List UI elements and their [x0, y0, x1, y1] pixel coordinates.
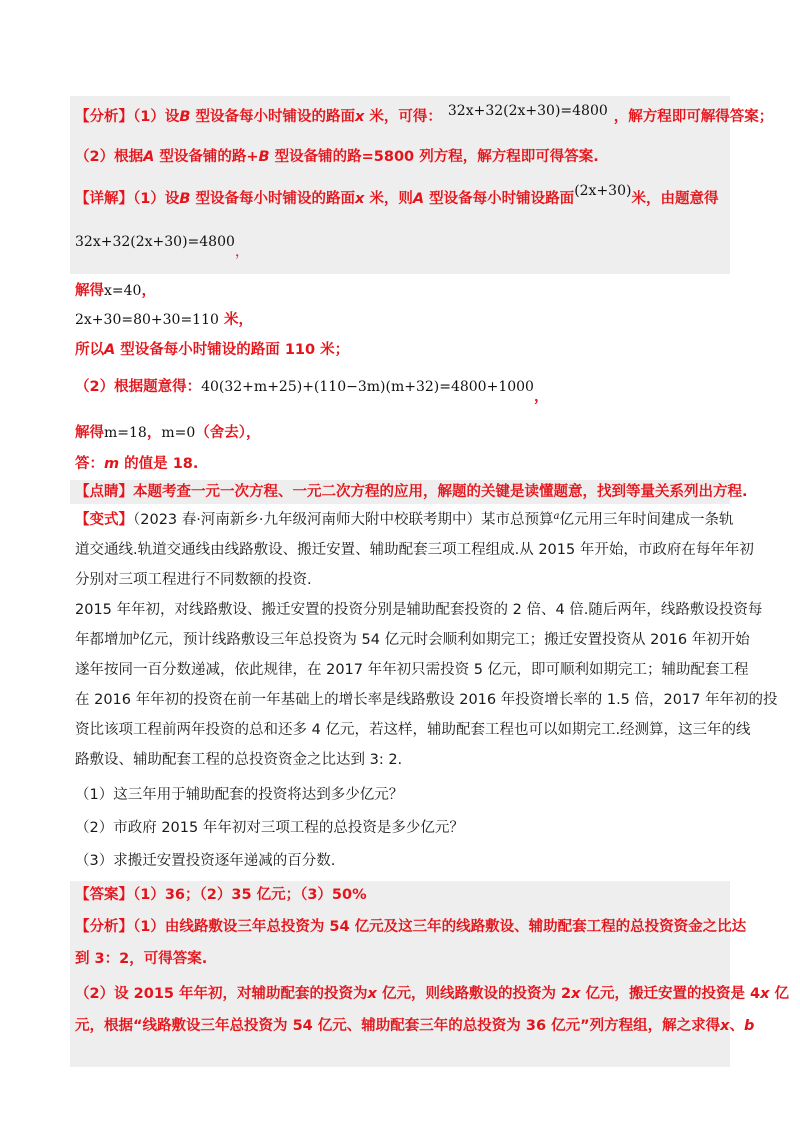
variant-line-7: 在 2016 年年初的投资在前一年基础上的增长率是线路敷设 2016 年投资增长率的 1.5 倍，2017 年年初的投	[75, 692, 778, 708]
detail-calc: 2x+30=80+30=110 米，	[75, 312, 253, 328]
variant-tag: 【变式】	[75, 512, 133, 528]
review-line: 【点睛】本题考查一元一次方程、一元二次方程的应用，解题的关键是读懂题意，找到等量关系列出方程.	[75, 484, 748, 500]
answer-statement: 答：m 的值是 18.	[75, 456, 199, 472]
detail-solve-1: 解得x=40，	[75, 283, 156, 299]
detail-solve-2: 解得m=18，m=0（舍去），	[75, 425, 261, 441]
question-2: （2）市政府 2015 年年初对三项工程的总投资是多少亿元？	[75, 820, 464, 836]
variant-line-1: 【变式】（2023 春·河南新乡·九年级河南师大附中校联考期中）某市总预算$^a$亿元用三年时间建成一条轨	[75, 511, 734, 528]
question-1: （1）这三年用于辅助配套的投资将达到多少亿元？	[75, 787, 404, 803]
question-3: （3）求搬迁安置投资逐年递减的百分数.	[75, 853, 336, 869]
analysis-tag: 【分析】	[75, 109, 133, 125]
equation-32x: 32x+32(2x+30)=4800	[447, 103, 608, 119]
answer-tag: 【答案】	[75, 887, 133, 903]
analysis-b-line-1: 【分析】（1）由线路敷设三年总投资为 54 亿元及这三年的线路敷设、辅助配套工程的总投资资金之比达	[75, 919, 747, 935]
detail-line-1: 【详解】（1）设B 型设备每小时铺设的路面x 米，则A 型设备每小时铺设路面(2x+30)米，由题意得	[75, 183, 719, 207]
variant-line-6: 遂年按同一百分数递减，依此规律，在 2017 年年初只需投资 5 亿元，即可顺利如期完工；辅助配套工程	[75, 662, 749, 678]
analysis-line-2: （2）根据A 型设备铺的路+B 型设备铺的路=5800 列方程，解方程即可得答案.	[75, 149, 599, 165]
review-tag: 【点睛】	[75, 484, 133, 500]
highlight-band-answer	[70, 881, 730, 1067]
variant-line-9: 路敷设、辅助配套工程的总投资资金之比达到 3: 2.	[75, 752, 403, 768]
detail-tag: 【详解】	[75, 191, 133, 207]
detail-equation-1: 32x+32(2x+30)=4800，	[75, 234, 250, 260]
analysis-b-line-4: 元，根据“线路敷设三年总投资为 54 亿元、辅助配套三年的总投资为 36 亿元”列方程组，解之求得x、b	[75, 1018, 755, 1034]
detail-conclusion-1: 所以A 型设备每小时铺设的路面 110 米；	[75, 342, 350, 358]
analysis-b-line-3: （2）设 2015 年年初，对辅助配套的投资为x 亿元，则线路敷设的投资为 2x 亿元，搬迁安置的投资是 4x 亿	[75, 986, 790, 1002]
analysis-b-line-2: 到 3：2，可得答案.	[75, 951, 208, 967]
variant-line-2: 道交通线.轨道交通线由线路敷设、搬迁安置、辅助配套三项工程组成.从 2015 年开始，市政府在每年年初	[75, 542, 754, 558]
analysis-line-1: 【分析】（1）设B 型设备每小时铺设的路面x 米，可得： 32x+32(2x+30)=4800 ，解方程即可解得答案；	[75, 103, 774, 125]
variant-line-3: 分别对三项工程进行不同数额的投资.	[75, 572, 312, 588]
variant-line-8: 资比该项工程前两年投资的总和还多 4 亿元，若这样，辅助配套工程也可以如期完工.经测算，这三年的线	[75, 722, 751, 738]
detail-line-2: （2）根据题意得：40(32+m+25)+(110−3m)(m+32)=4800+1000，	[75, 379, 549, 405]
answer-line: 【答案】（1）36；（2）35 亿元；（3）50%	[75, 887, 367, 903]
variant-line-4: 2015 年年初，对线路敷设、搬迁安置的投资分别是辅助配套投资的 2 倍、4 倍.随后两年，线路敷设投资每	[75, 602, 763, 618]
analysis-b-tag: 【分析】	[75, 919, 133, 935]
variant-line-5: 年都增加$^b$亿元，预计线路敷设三年总投资为 54 亿元时会顺利如期完工；搬迁安置投资从 2016 年初开始	[75, 631, 750, 648]
